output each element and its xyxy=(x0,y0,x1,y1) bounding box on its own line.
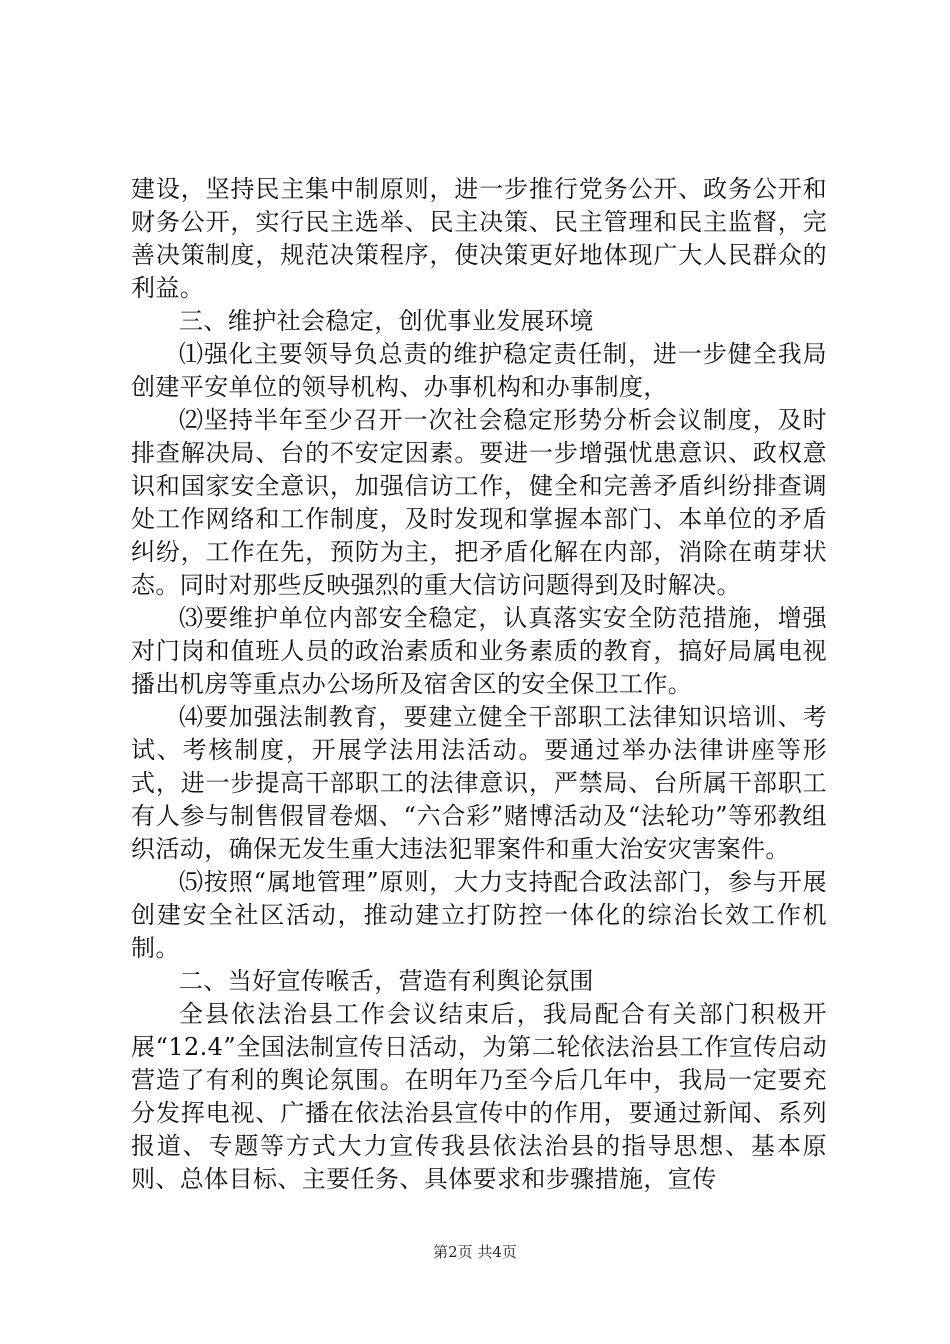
paragraph-item-4: ⑷要加强法制教育，要建立健全干部职工法律知识培训、考试、考核制度，开展学法用法活动。要通过举办法律讲座等形式，进一步提高干部职工的法律意识，严禁局、台所属干部职工有人参与制售假冒卷烟、“六合彩”赌博活动及“法轮功”等邪教组织活动，确保无发生重大违法犯罪案件和重大治安灾害案件。 xyxy=(131,703,827,863)
paragraph-item-1: ⑴强化主要领导负总责的维护稳定责任制，进一步健全我局创建平安单位的领导机构、办事机构和办事制度， xyxy=(131,340,827,401)
document-body xyxy=(131,173,827,1196)
paragraph-item-2: ⑵坚持半年至少召开一次社会稳定形势分析会议制度，及时排查解决局、台的不安定因素。要进一步增强忧患意识、政权意识和国家安全意识，加强信访工作，健全和完善矛盾纠纷排查调处工作网络和工作制度，及时发现和掌握本部门、本单位的矛盾纠纷，工作在先，预防为主，把矛盾化解在内部，消除在萌芽状态。同时对那些反映强烈的重大信访问题得到及时解决。 xyxy=(131,406,827,599)
paragraph-1: 建设，坚持民主集中制原则，进一步推行党务公开、政务公开和财务公开，实行民主选举、民主决策、民主管理和民主监督，完善决策制度，规范决策程序，使决策更好地体现广大人民群众的利益。 xyxy=(131,175,827,302)
section-heading-3: 三、维护社会稳定，创优事业发展环境 xyxy=(179,307,594,335)
paragraph-item-5: ⑸按照“属地管理”原则，大力支持配合政法部门，参与开展创建安全社区活动，推动建立打防控一体化的综治长效工作机制。 xyxy=(131,868,827,962)
paragraph-publicity: 全县依法治县工作会议结束后，我局配合有关部门积极开展“12.4”全国法制宣传日活动，为第二轮依法治县工作宣传启动营造了有利的舆论氛围。在明年乃至今后几年中，我局一定要充分发挥电视、广播在依法治县宣传中的作用，要通过新闻、系列报道、专题等方式大力宣传我县依法治县的指导思想、基本原则、总体目标、主要任务、具体要求和步骤措施，宣传 xyxy=(131,1000,827,1193)
paragraph-item-3: ⑶要维护单位内部安全稳定，认真落实安全防范措施，增强对门岗和值班人员的政治素质和业务素质的教育，搞好局属电视播出机房等重点办公场所及宿舍区的安全保卫工作。 xyxy=(131,604,827,698)
page-number-footer: 第2页 共4页 xyxy=(433,1243,517,1261)
section-heading-2: 二、当好宣传喉舌，营造有利舆论氛围 xyxy=(179,967,594,995)
